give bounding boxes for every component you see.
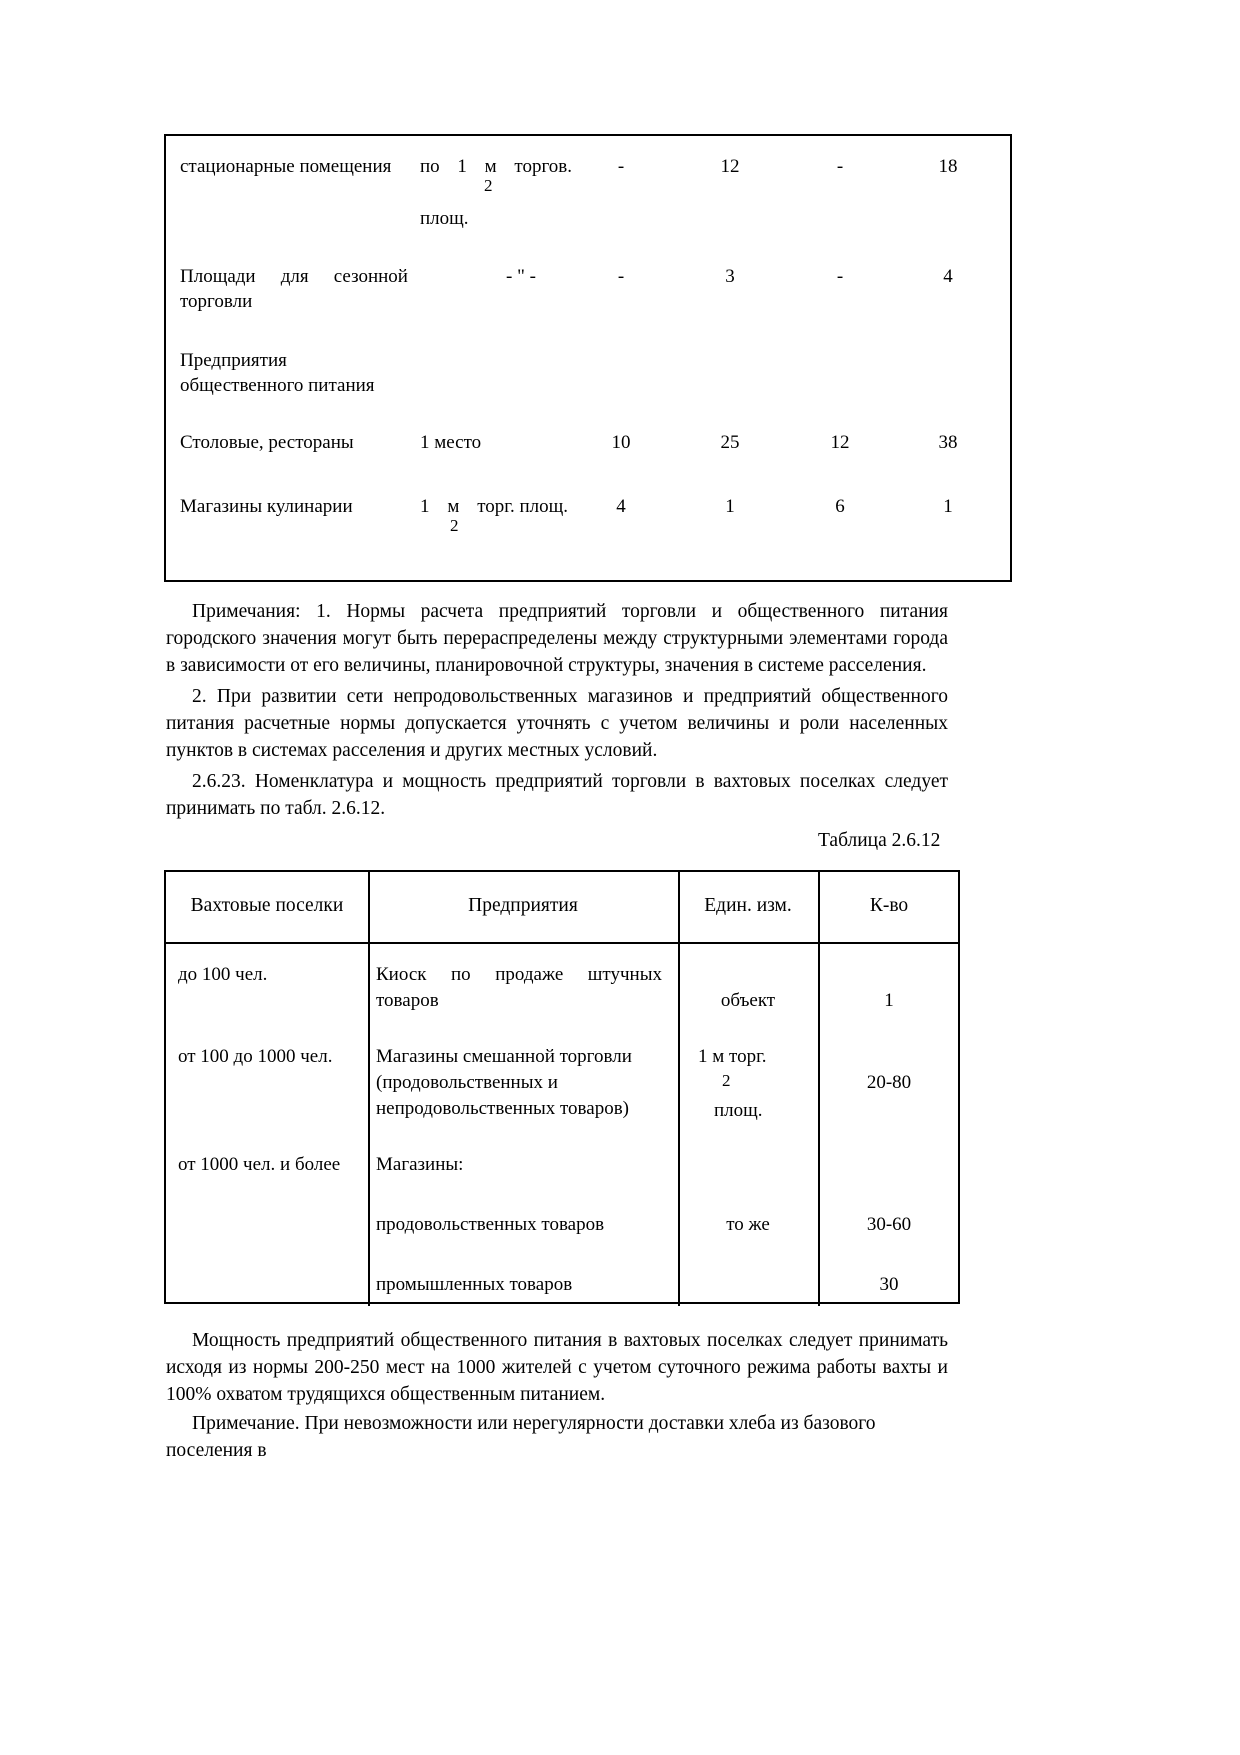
table1-row1-unit-superscript: 2	[484, 176, 493, 195]
table2-row1-unit: объект	[720, 990, 776, 1011]
table1-row2-label-p2: сезонной	[333, 266, 408, 287]
table2-vertical-divider-1	[368, 872, 370, 1306]
table1-row4-label: Столовые, рестораны	[180, 432, 354, 453]
table1-row5-unit	[420, 494, 570, 519]
table2-row2-ent-line2: (продовольственных и	[376, 1072, 558, 1093]
table2-row1-ent-line2: товаров	[376, 990, 439, 1011]
table2-row4-qty: 30-60	[866, 1214, 912, 1235]
table2-row2-enterprise	[376, 1044, 676, 1122]
table1-row1-unit-p3: торгов.	[514, 156, 572, 177]
table2-row3-enterprise: Магазины:	[376, 1154, 464, 1175]
table2-row4-unit: то же	[726, 1214, 770, 1235]
table2-header-unit: Един. изм.	[704, 895, 792, 916]
table2-row2-ent-line3: непродовольственных товаров)	[376, 1098, 630, 1119]
closing-paragraph-2-text: Примечание. При невозможности или нерегулярности доставки хлеба из базового поселения в	[166, 1413, 876, 1461]
closing-paragraph-2	[166, 1410, 948, 1464]
table1-row3-group-label	[180, 348, 480, 398]
clause-2-6-23-paragraph	[166, 768, 948, 822]
note-1-paragraph	[166, 598, 948, 679]
table1-row1-unit-p1: 1	[457, 156, 467, 177]
table1-row1-value-1: -	[617, 156, 625, 177]
table1-row4-value-2: 25	[720, 432, 740, 453]
table2-row2-unit-superscript: 2	[722, 1071, 731, 1090]
table2-row2-settlement: от 100 до 1000 чел.	[178, 1046, 333, 1067]
table2-vertical-divider-2	[678, 872, 680, 1306]
table2-header-enterprise: Предприятия	[468, 895, 578, 916]
table1-row5-value-4: 1	[943, 496, 953, 517]
table1-row2-label-line2: торговли	[180, 291, 253, 312]
table1-row3-label-line2: общественного питания	[180, 375, 375, 396]
clause-2-6-23-text: 2.6.23. Номенклатура и мощность предприятий торговли в вахтовых поселках следует принимать по табл. 2.6.12.	[166, 771, 948, 819]
note-2-paragraph	[166, 683, 948, 764]
table1-row1-value-2: 12	[720, 156, 740, 177]
table1-row5-unit-superscript: 2	[450, 516, 459, 535]
table1-row4-value-1: 10	[611, 432, 631, 453]
table1-row4-value-4: 38	[938, 432, 958, 453]
table2-row1-ent-p2: продаже	[495, 964, 564, 985]
table1-row5-value-2: 1	[725, 496, 735, 517]
table2-row1-ent-p0: Киоск	[376, 964, 427, 985]
note-2-text: 2. При развитии сети непродовольственных магазинов и предприятий общественного питания расчетные нормы допускается уточнять с учетом величины и роли населенных пунктов в системах расселения и других местных условий.	[166, 686, 948, 761]
closing-paragraph-1-text: Мощность предприятий общественного питания в вахтовых поселках следует принимать исходя из нормы 200-250 мест на 1000 жителей с учетом суточного режима работы вахты и 100% охватом трудящихся общественным питанием.	[166, 1330, 948, 1405]
table1-row3-label-line1: Предприятия	[180, 350, 287, 371]
table2-row1-settlement: до 100 чел.	[178, 964, 268, 985]
table1-row1-value-4: 18	[938, 156, 958, 177]
note-1-text: Примечания: 1. Нормы расчета предприятий торговли и общественного питания городского значения могут быть перераспределены между структурными элементами города в зависимости от его величины, планировочной структуры, значения в системе расселения.	[166, 601, 948, 676]
table2-row1-enterprise	[376, 962, 666, 1014]
table1-row5-unit-p2: торг. площ.	[477, 496, 568, 517]
table1-row1-unit-line2: площ.	[420, 208, 469, 229]
table2-row5-qty: 30	[879, 1274, 899, 1295]
table1-row1-unit	[420, 154, 580, 179]
table1-row1-label: стационарные помещения	[180, 156, 392, 177]
table1-row2-unit: - " -	[506, 266, 536, 287]
table2-row1-qty: 1	[884, 990, 894, 1011]
table2-row1-ent-p3: штучных	[587, 964, 662, 985]
table1-row1-unit-p2: м	[484, 156, 497, 177]
table1-row2-label-p1: для	[280, 266, 309, 287]
table-vahtovye-poselki	[164, 870, 960, 1304]
table2-row2-unit-line1: 1 м торг.	[698, 1046, 767, 1067]
table1-row2-value-2: 3	[725, 266, 735, 287]
table1-row5-label: Магазины кулинарии	[180, 496, 353, 517]
table2-row3-settlement: от 1000 чел. и более	[178, 1154, 341, 1175]
table2-row5-enterprise: промышленных товаров	[376, 1274, 573, 1295]
table1-row2-value-1: -	[617, 266, 625, 287]
table1-row4-unit: 1 место	[420, 432, 482, 453]
table1-row1-unit-p0: по	[420, 156, 440, 177]
table1-row5-unit-p1: м	[447, 496, 460, 517]
table2-row2-ent-line1: Магазины смешанной торговли	[376, 1046, 632, 1067]
table2-header-settlement: Вахтовые поселки	[190, 895, 344, 916]
table-trade-catering-norms	[164, 134, 1012, 582]
table1-row2-label	[180, 264, 412, 314]
table2-row2-unit-line2: площ.	[714, 1100, 763, 1121]
table1-row4-value-3: 12	[830, 432, 850, 453]
table1-row1-value-3: -	[836, 156, 844, 177]
table2-caption: Таблица 2.6.12	[818, 830, 941, 851]
table2-row1-ent-p1: по	[451, 964, 471, 985]
closing-paragraph-1	[166, 1327, 948, 1408]
table1-row2-label-p0: Площади	[180, 266, 256, 287]
table2-header-qty: К-во	[869, 895, 909, 916]
table1-row5-unit-p0: 1	[420, 496, 430, 517]
table2-row2-qty: 20-80	[866, 1072, 912, 1093]
table2-row4-enterprise: продовольственных товаров	[376, 1214, 605, 1235]
table1-row5-value-3: 6	[835, 496, 845, 517]
table2-header-divider	[166, 942, 958, 944]
table1-row2-value-3: -	[836, 266, 844, 287]
table1-row5-value-1: 4	[616, 496, 626, 517]
table1-row2-value-4: 4	[943, 266, 953, 287]
